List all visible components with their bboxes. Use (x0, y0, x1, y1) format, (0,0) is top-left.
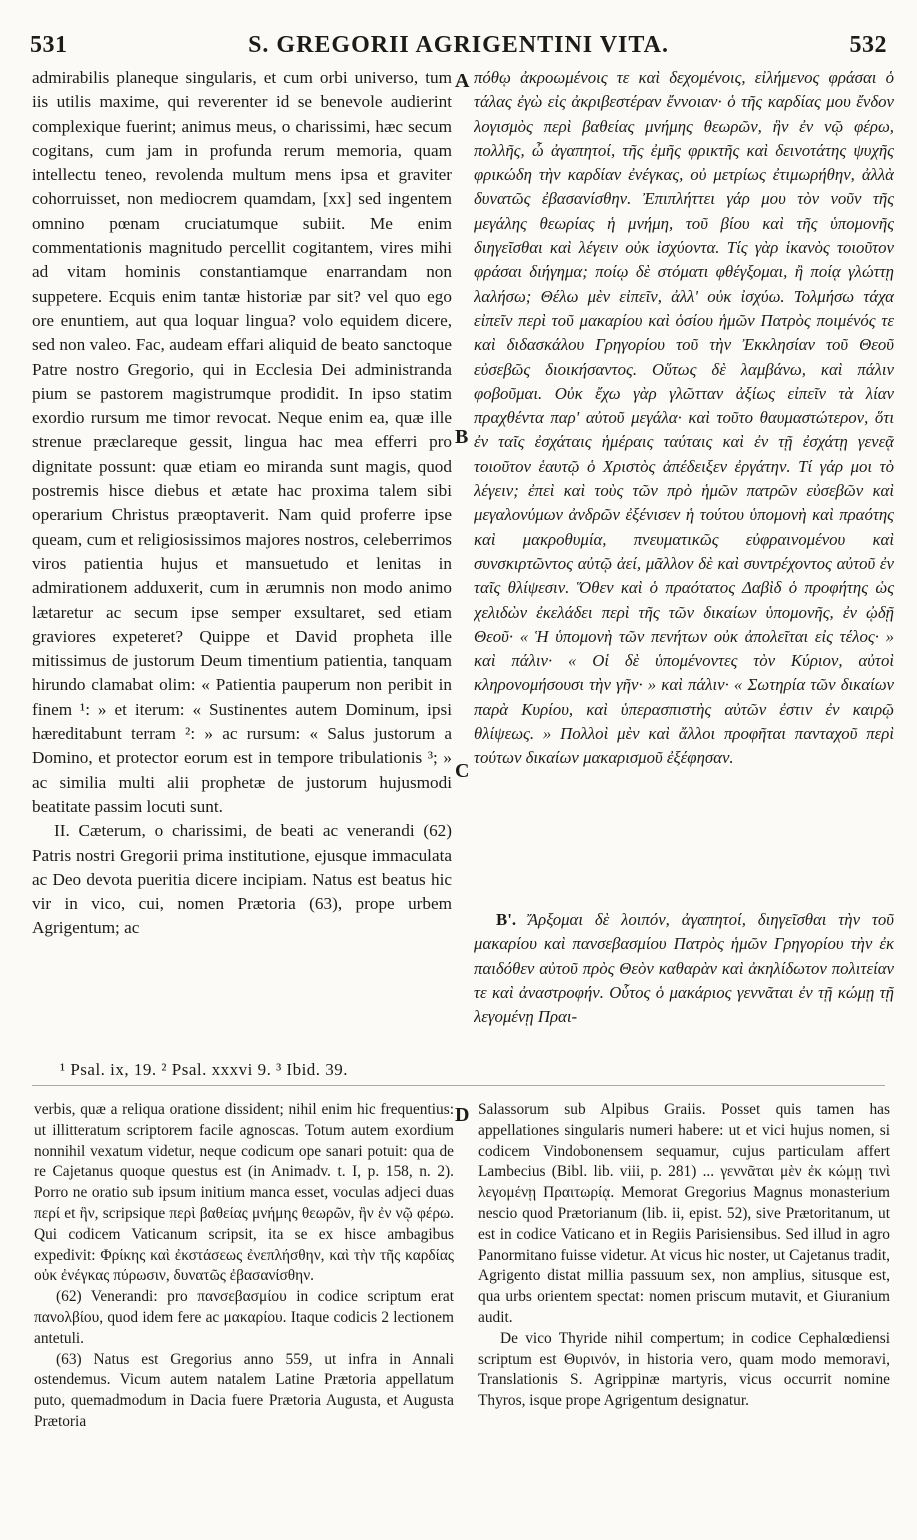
notes-right-column (478, 1100, 890, 1530)
page-number-right: 532 (849, 32, 887, 58)
note-left-1: verbis, quæ a reliqua oratione dissident; nihil enim hic frequentius: ut illitteratum scriptorem facile agnoscas. Totum autem exordium nonnihil vexatum videtur, neque codicum ope sanari potuit: qua de re Cajetanus quoque questus est (in Animadv. t. I, p. 158, n. 2). Porro ne oratio sub ipsum initium manca esset, voculas adjeci duas περί et ἣν, scripsique περὶ βαθείας μνήμης θεωρῶν, ἣν ἐν νῷ φέρω. Qui codicem Vaticanum scripsit, ita se ex hisce ambagibus expedivit: Φρίκης καὶ ἐκστάσεως ἐνεπλήσθην, καὶ τὴν τῆς καρδίας οὐκ ἐνέγκας πύρωσιν, δυνατῶς ἐβασανίσθην. (34, 1101, 454, 1285)
scripture-footnotes: ¹ Psal. ix, 19. ² Psal. xxxvi 9. ³ Ibid. 39. (60, 1060, 349, 1079)
margin-marker-d: D (455, 1104, 470, 1126)
greek-paragraph-2: Ἄρξομαι δὲ λοιπόν, ἀγαπητοί, διηγεῖσθαι τὴν τοῦ μακαρίου καὶ πανσεβασμίου Πατρὸς ἡμῶν Γρηγορίου τὴν ἐκ παιδόθεν αὐτοῦ πρὸς Θεὸν καθαρὰν καὶ ἀκηλίδωτον πολιτείαν τε καὶ ἀναστροφήν. Οὗτος ὁ μακάριος γεννᾶται ἐν τῇ κώμῃ τῇ λεγομένῃ Πραι- (474, 910, 894, 1027)
greek-column (474, 66, 894, 866)
greek-column-section-2 (474, 908, 894, 1028)
note-right-1: Salassorum sub Alpibus Graiis. Posset quis tamen has appellationes singularis numeri habere: ut et vici hujus nomen, si codicem Vindobonensem sequamur, cujus particulam affert Lambecius (Bibl. lib. viii, p. 281) ... γεννᾶται μὲν ἐκ κώμῃ τινὶ λεγομένῃ Πραιτωρίᾳ. Memorat Gregorius Magnus monasterium nescio quod Prætorianum (lib. ii, epist. 52), sive Prætoritanum, ut est in codice Vaticano et in Regiis Parisiensibus. Sed illud in agro Panormitano fuisse videtur. At vicus hic noster, ut Cajetanus tradit, Agrigento distat millia passuum sex, non amplius, situsque est, qua urbs orientem spectat: nomen priscum mutavit, et Giuranium audit. (478, 1101, 890, 1326)
margin-marker-c: C (455, 760, 470, 782)
margin-marker-b: B (455, 426, 469, 448)
page-header (0, 28, 917, 68)
footnote-divider (32, 1085, 885, 1086)
note-63: (63) Natus est Gregorius anno 559, ut infra in Annali ostendemus. Vicum autem natalem Latine Prætoria appellatum puto, quemadmodum in Dacia fuere Prætoria Augusta, et Augusta Prætoria (34, 1350, 454, 1430)
greek-paragraph-1: πόθῳ ἀκροωμένοις τε καὶ δεχομένοις, εἰλήμενος φράσαι ὁ τάλας ἐγὼ εἰς ἀκριβεστέραν ἔννοιαν· ὁ τῆς καρδίας μου ἔνδον λογισμὸς περὶ βαθείας μνήμης θεωρῶν, ἣν ἐν νῷ φέρω, πολλῆς, ὦ ἀγαπητοί, τῆς ἐμῆς φρικτῆς καὶ δεινοτάτης ψυχῆς φρικώδη τὴν καρδίαν ἐνέγκας, οὐ μετρίως ἐτιμωρήθην, ἀλλὰ δυνατῶς ἐβασανίσθην. Ἐπιπλήττει γάρ μου τὸν νοῦν τῆς μεγάλης θεωρίας ἡ μνήμη, τοῦ βίου καὶ τῆς ὑπομονῆς διηγεῖσθαι καὶ λέγειν οὐκ ἰσχύοντα. Τίς γὰρ ἱκανὸς τοιοῦτον φράσαι διήγημα; ποίῳ δὲ στόματι φθέγξομαι, ἢ ποίᾳ γλώττῃ λαλήσω; Θέλω μὲν εἰπεῖν, ἀλλ' οὐκ ἰσχύω. Τολμήσω τάχα εἰπεῖν περὶ τοῦ μακαρίου καὶ ὁσίου ἡμῶν Πατρὸς ποιμένός τε καὶ διδασκάλου Γρηγορίου τοῦ τὴν Ἐκκλησίαν τοῦ Θεοῦ εὐσεβῶς διοικήσαντος. Οὕτως δὲ λαμβάνω, καὶ πάλιν φοβοῦμαι. Οὐκ ἔχω γὰρ γλῶτταν ἀξίως εἰπεῖν τὰ λίαν πραχθέντα παρ' αὐτοῦ μεγάλα· καὶ τοῦτο θαυμαστώτερον, ὅτι ἐν ταῖς ἐσχάταις ἡμέραις ταύταις καὶ ἐν τῇ ἐσχάτῃ γενεᾷ τοιοῦτον ἑαυτῷ ὁ Χριστὸς ἀπέδειξεν ἐργάτην. Τί γάρ μοι τὸ λέγειν; ἐπεὶ καὶ τοὺς τῶν πρὸ ἡμῶν πατρῶν εὐσεβῶν καὶ μεγαλονύμων ἀνδρῶν ἐξένισεν ἡ τούτου ὑπομονὴ καὶ πραότης καὶ μακροθυμία, πνευματικῶς εὐφραινομένου καὶ συνσκιρτῶντος αὐτῷ ἀεί, μᾶλλον δὲ καὶ συντρέχοντος αὐτοῦ ἐν ταῖς θλίψεσιν. Ὅθεν καὶ ὁ πραότατος Δαβὶδ ὁ προφήτης ὡς χελιδὼν ἐκελάδει περὶ τῆς τῶν δικαίων ὑπομονῆς, ἐν ᾠδῇ Θεοῦ· « Ἡ ὑπομονὴ τῶν πενήτων οὐκ ἀπολεῖται εἰς τέλος· » καὶ πάλιν· « Οἱ δὲ ὑπομένοντες τὸν Κύριον, αὐτοὶ κληρονομήσουσι τὴν γῆν· » καὶ πάλιν· « Σωτηρία τῶν δικαίων παρὰ Κυρίου, καὶ ὑπερασπιστὴς αὐτῶν ἐστιν ἐν καιρῷ θλίψεως. » Πολλοὶ μὲν καὶ ἄλλοι προφῆται πανταχοῦ περὶ τούτων δικαίων μακαρισμοῦ ἐξέφησαν. (474, 68, 894, 768)
section-number: Β'. (496, 910, 517, 929)
margin-marker-a: A (455, 70, 470, 92)
latin-paragraph-2: II. Cæterum, o charissimi, de beati ac venerandi (62) Patris nostri Gregorii prima institutione, ejusque immaculata ac Deo devota pueritia dicere incipiam. Natus est beatus hic vir in vico, cui, nomen Prætoria (63), prope urbem Agrigentum; ac (32, 821, 452, 938)
latin-paragraph-1: admirabilis planeque singularis, et cum orbi universo, tum iis utilis maxime, qui reverenter id se benevole audierint complexique fuerint; animus meus, o charissimi, hæc secum cogitans, cum jam in profunda rerum memoria, quam intellectu teneo, revolenda multum mens ipsa et graviter cohorruisset, non mediocrem quamdam, [xx] sed ingentem omnino pœnam cruciatumque subiit. Me enim commentationis magnitudo percellit cogitantem, vires mihi ad vitam hominis constantiamque enarrandam non suppetere. Ecquis enim tantæ historiæ par sit? vel quo ego ore enuntiem, aut qua loquar lingua? volo equidem dicere, sed non valeo. Fac, audeam effari aliquid de beato sanctoque Patre nostro Gregorio, qui in Ecclesia Dei administranda pium se pastorem magistrumque prodidit. In ipso statim exordio rursum me timor revocat. Neque enim ea, quæ ille strenue præclareque gessit, lingua hac mea efferri pro dignitate possunt: quæ etiam eo miranda sunt magis, quod postremis hisce diebus et ætate hac proxima talem sibi operarium Christus præoptaverit. Nam quid proferre ipse queam, cum et religiosissimos majores nostros, celeberrimos viros patientia hujus et mansuetudo et lenitas in admirationem adduxerit, cum in ærumnis non modo animo lætaretur ac secum ipse semper exsultaret, sed etiam graviores expeteret? Quippe et David propheta ille mitissimus de justorum Deum timentium patientia, tanquam hirundo clamabat olim: « Patientia pauperum non peribit in finem ¹: » et iterum: « Sustinentes autem Dominum, ipsi hæreditabunt terram ²: » ac rursum: « Salus justorum a Domino, et protector eorum est in tempore tribulationis ³; » ac similia multi alii prophetæ de justorum hujusmodi beatitate passim locuti sunt. (32, 68, 452, 816)
page-number-left: 531 (30, 32, 68, 58)
latin-column (32, 66, 452, 1036)
note-right-2: De vico Thyride nihil compertum; in codice Cephalœdiensi scriptum est Θυρινόν, in historia vero, quam modo memoravi, Translationis S. Agrippinæ martyris, vicus occurrit nomine Thyros, isque prope Agrigentum designatur. (478, 1329, 890, 1410)
running-title: S. GREGORII AGRIGENTINI VITA. (248, 32, 669, 58)
note-62: (62) Venerandi: pro πανσεβασμίου in codice scriptum erat πανολβίου, quod idem fere ac μακαρίου. Itaque codicis 2 lectionem antetuli. (34, 1288, 454, 1347)
notes-left-column (34, 1100, 454, 1530)
